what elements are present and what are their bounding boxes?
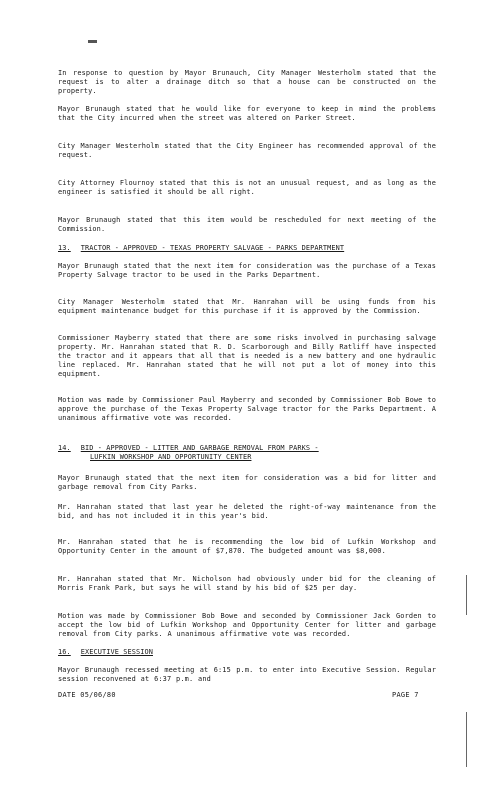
section-14-heading-continued	[90, 453, 430, 462]
footer-date: DATE 05/06/80	[58, 691, 116, 699]
paragraph-equipment-budget: City Manager Westerholm stated that Mr. Hanrahan will be using funds from his equipment maintenance budget for this purchase if it is approved by the Commission.	[58, 298, 436, 315]
paragraph-reschedule: Mayor Brunaugh stated that this item would be rescheduled for next meeting of the Commission.	[58, 216, 436, 233]
section-number: 14.	[58, 444, 71, 452]
section-number: 13.	[58, 244, 71, 252]
scan-edge-line	[466, 575, 467, 615]
paragraph-bid-motion: Motion was made by Commissioner Bob Bowe and seconded by Commissioner Jack Gorden to accept the low bid of Lufkin Workshop and Opportunity Center for litter and garbage removal from City parks. A unanimous affirmative vote was recorded.	[58, 612, 436, 638]
paragraph-tractor-motion: Motion was made by Commissioner Paul Mayberry and seconded by Commissioner Bob Bowe to approve the purchase of the Texas Property Salvage tractor for the Parks Department. A unanimous affirmative vote was recorded.	[58, 396, 436, 422]
section-title: TRACTOR - APPROVED - TEXAS PROPERTY SALVAGE - PARKS DEPARTMENT	[80, 244, 345, 252]
paragraph-right-of-way: Mr. Hanrahan stated that last year he deleted the right-of-way maintenance from the bid, and has not included it in this year's bid.	[58, 503, 436, 520]
section-16-heading	[58, 648, 438, 657]
paragraph-salvage-risks: Commissioner Mayberry stated that there are some risks involved in purchasing salvage property. Mr. Hanrahan stated that R. D. Scarborough and Billy Ratliff have inspected the tractor and it appears that all that is needed is a new battery and one hydraulic line replaced. Mr. Hanrahan stated that he will not put a lot of money into this equipment.	[58, 334, 436, 378]
footer-page-number: PAGE 7	[392, 691, 419, 699]
section-14-heading	[58, 444, 438, 453]
hole-punch-mark	[88, 40, 97, 43]
paragraph-executive-session: Mayor Brunaugh recessed meeting at 6:15 p.m. to enter into Executive Session. Regular session reconvened at 6:37 p.m. and	[58, 666, 436, 683]
section-title-line-2: LUFKIN WORKSHOP AND OPPORTUNITY CENTER	[90, 453, 252, 461]
paragraph-drainage-request: In response to question by Mayor Brunauch, City Manager Westerholm stated that the request is to alter a drainage ditch so that a house can be constructed on the property.	[58, 69, 436, 95]
section-number: 16.	[58, 648, 71, 656]
paragraph-morris-frank-park: Mr. Hanrahan stated that Mr. Nicholson had obviously under bid for the cleaning of Morris Frank Park, but says he will stand by his bid of $25 per day.	[58, 575, 436, 592]
paragraph-attorney-statement: City Attorney Flournoy stated that this is not an unusual request, and as long as the engineer is satisfied it should be all right.	[58, 179, 436, 196]
section-title: EXECUTIVE SESSION	[80, 648, 153, 656]
paragraph-parker-street: Mayor Brunaugh stated that he would like for everyone to keep in mind the problems that the City incurred when the street was altered on Parker Street.	[58, 105, 436, 122]
section-title-line-1: BID - APPROVED - LITTER AND GARBAGE REMOVAL FROM PARKS -	[80, 444, 319, 452]
section-13-heading	[58, 244, 438, 253]
paragraph-tractor-purchase: Mayor Brunaugh stated that the next item for consideration was the purchase of a Texas Property Salvage tractor to be used in the Parks Department.	[58, 262, 436, 279]
paragraph-litter-bid: Mayor Brunaugh stated that the next item for consideration was a bid for litter and garbage removal from City Parks.	[58, 474, 436, 491]
paragraph-engineer-approval: City Manager Westerholm stated that the City Engineer has recommended approval of the request.	[58, 142, 436, 159]
scan-edge-line	[466, 712, 467, 767]
paragraph-low-bid-recommendation: Mr. Hanrahan stated that he is recommending the low bid of Lufkin Workshop and Opportunity Center in the amount of $7,870. The budgeted amount was $8,000.	[58, 538, 436, 555]
